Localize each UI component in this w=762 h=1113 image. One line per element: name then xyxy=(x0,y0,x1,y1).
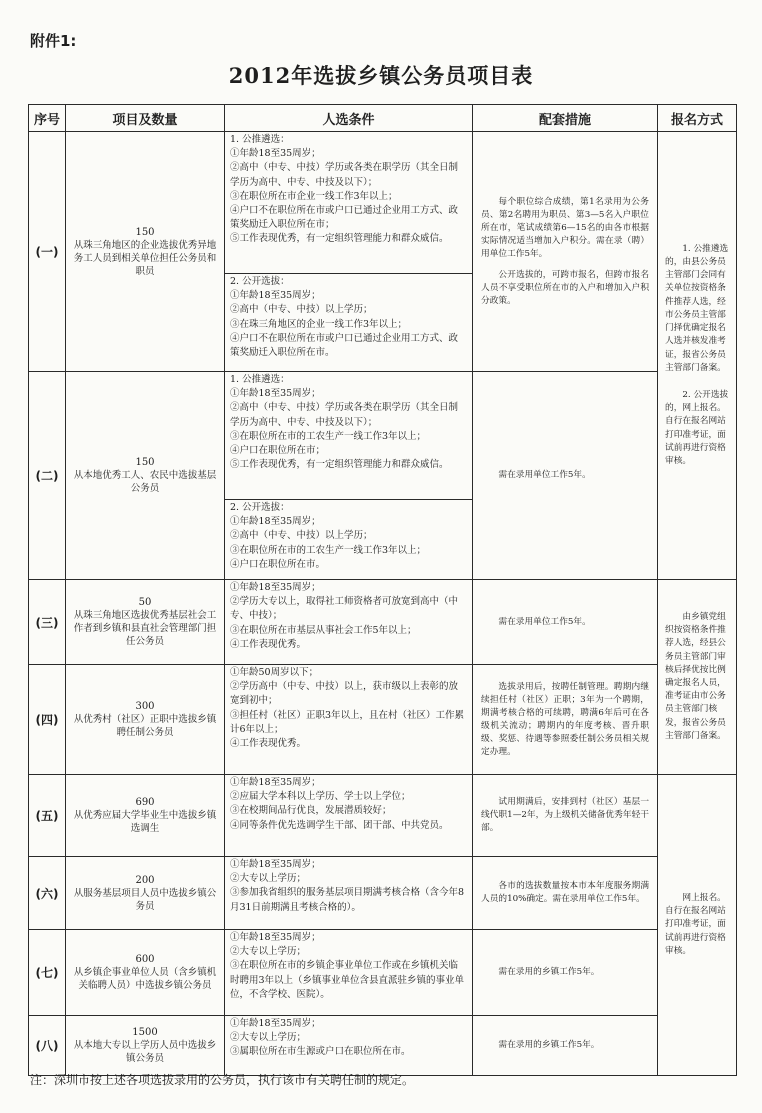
header-seq: 序号 xyxy=(29,105,66,132)
condition-line: ③在职位所在市基层从事社会工作5年以上； xyxy=(230,624,417,636)
conditions-cell xyxy=(225,857,473,930)
registration-cell xyxy=(658,580,737,775)
condition-line: ④户口不在职位所在市或户口已通过企业用工方式、政策奖励迁入职位所在市。 xyxy=(230,332,459,359)
project-desc: 从服务基层项目人员中选拔乡镇公务员 xyxy=(73,887,217,912)
conditions-cell xyxy=(225,930,473,1016)
condition-line: ④户口在职位所在市； xyxy=(230,445,326,457)
footnote: 注：深圳市按上述各项选拔录用的公务员，执行该市有关聘任制的规定。 xyxy=(30,1073,415,1087)
project-table xyxy=(28,104,737,1076)
conditions-cell xyxy=(225,500,473,580)
project-desc: 从珠三角地区的企业选拔优秀异地务工人员到相关单位担任公务员和职员 xyxy=(73,239,217,277)
condition-line: ①年龄18至35周岁； xyxy=(230,777,321,788)
condition-line: 2. 公开选拔： xyxy=(230,276,290,287)
row-project xyxy=(66,665,225,775)
row-project xyxy=(66,372,225,580)
project-count: 150 xyxy=(135,226,155,238)
row-project xyxy=(66,775,225,857)
row-seq: (一) xyxy=(29,132,66,372)
row-project xyxy=(66,1016,225,1076)
measures-cell xyxy=(473,372,658,580)
project-count: 600 xyxy=(135,954,155,965)
condition-line: 1. 公推遴选： xyxy=(230,134,290,145)
condition-line: ①年龄18至35周岁； xyxy=(230,148,321,160)
condition-line: ④户口不在职位所在市或户口已通过企业用工方式、政策奖励迁入职位所在市； xyxy=(230,205,459,231)
project-desc: 从优秀村（社区）正职中选拔乡镇聘任制公务员 xyxy=(73,714,217,738)
header-registration: 报名方式 xyxy=(658,105,737,132)
row-seq: (八) xyxy=(29,1016,66,1076)
row-project xyxy=(66,857,225,930)
conditions-cell xyxy=(225,775,473,857)
condition-line: ②应届大学本科以上学历、学士以上学位； xyxy=(230,791,411,803)
registration-cell xyxy=(658,132,737,580)
table-row xyxy=(29,665,737,775)
measures-cell xyxy=(473,930,658,1016)
condition-line: ②大专以上学历； xyxy=(230,1032,307,1044)
condition-line: ②高中（中专、中技）以上学历； xyxy=(230,530,373,542)
condition-line: ②大专以上学历； xyxy=(230,946,307,958)
condition-line: ③在校期间品行优良，发展潜质较好； xyxy=(230,805,392,817)
row-seq: (五) xyxy=(29,775,66,857)
table-row xyxy=(29,857,737,930)
table-row xyxy=(29,930,737,1016)
page-title: 2012年选拔乡镇公务员项目表 xyxy=(228,63,534,88)
project-desc: 从本地优秀工人、农民中选拔基层公务员 xyxy=(73,470,217,494)
measures-cell xyxy=(473,132,658,372)
measures-cell xyxy=(473,775,658,857)
project-desc: 从优秀应届大学毕业生中选拔乡镇选调生 xyxy=(73,810,217,834)
project-desc: 从乡镇企事业单位人员（含乡镇机关临聘人员）中选拔乡镇公务员 xyxy=(73,967,217,991)
row-seq: (三) xyxy=(29,580,66,665)
header-measures: 配套措施 xyxy=(473,105,658,132)
condition-line: ①年龄18至35周岁； xyxy=(230,859,321,870)
condition-line: ②高中（中专、中技）以上学历； xyxy=(230,304,373,316)
condition-line: ③在职位所在市的乡镇企事业单位工作或在乡镇机关临时聘用3年以上（乡镇事业单位含县直派驻乡镇的事业单位，不含学校、医院）。 xyxy=(230,960,465,1000)
measures-cell xyxy=(473,580,658,665)
measures-cell xyxy=(473,665,658,775)
condition-line: ③在职位所在市企业一线工作3年以上； xyxy=(230,190,398,202)
row-seq: (六) xyxy=(29,857,66,930)
condition-line: ①年龄18至35周岁； xyxy=(230,932,321,943)
condition-line: ①年龄18至35周岁； xyxy=(230,290,321,302)
measure-text: 各市的选拔数量按本市本年度服务期满人员的10%确定。需在录用单位工作5年。 xyxy=(481,881,649,904)
table-row xyxy=(29,1016,737,1076)
condition-line: ①年龄18至35周岁； xyxy=(230,388,321,400)
condition-line: ②高中（中专、中技）学历或各类在职学历（其全日制学历为高中、中专、中技及以下）； xyxy=(230,162,459,188)
conditions-cell xyxy=(225,580,473,665)
condition-line: ②学历大专以上，取得社工师资格者可放宽到高中（中专、中技）； xyxy=(230,596,459,622)
registration-text: 网上报名。自行在报名网站打印准考证，面试前再进行资格审核。 xyxy=(665,892,726,956)
condition-line: ④户口在职位所在市。 xyxy=(230,558,326,570)
row-seq: (四) xyxy=(29,665,66,775)
condition-line: ④同等条件优先选调学生干部、团干部、中共党员。 xyxy=(230,819,449,831)
condition-line: ③在职位所在市的工农生产一线工作3年以上； xyxy=(230,430,427,442)
conditions-cell xyxy=(225,665,473,775)
condition-line: ⑤工作表现优秀，有一定组织管理能力和群众威信。 xyxy=(230,459,449,471)
condition-line: ①年龄18至35周岁； xyxy=(230,1018,321,1029)
measure-text: 需在录用单位工作5年。 xyxy=(498,616,591,627)
row-project xyxy=(66,132,225,372)
measure-text: 需在录用的乡镇工作5年。 xyxy=(498,1040,600,1050)
row-project xyxy=(66,930,225,1016)
condition-line: ③参加我省组织的服务基层项目期满考核合格（含今年8月31日前期满且考核合格的）。 xyxy=(230,887,465,913)
row-seq: (二) xyxy=(29,372,66,580)
registration-text: 1. 公推遴选的，由县公务员主管部门会同有关单位按资格条件推荐人选，经市公务员主管部门择优确定报名人选并核发准考证，报省公务员主管部门备案。 xyxy=(665,243,729,373)
project-desc: 从本地大专以上学历人员中选拔乡镇公务员 xyxy=(73,1040,217,1064)
header-conditions: 人选条件 xyxy=(225,105,473,132)
condition-line: ④工作表现优秀。 xyxy=(230,638,307,650)
condition-line: ①年龄50周岁以下； xyxy=(230,667,319,678)
registration-text: 由乡镇党组织按资格条件推荐人选，经县公务员主管部门审核后择优按比例确定报名人员，准考证由市公务员主管部门核发，报省公务员主管部门备案。 xyxy=(665,611,726,741)
measures-cell xyxy=(473,857,658,930)
measure-text: 选拔录用后，按聘任制管理。聘期内继续担任村（社区）正职；3年为一个聘期，期满考核合格的可续聘，聘满6年后可在各级机关流动；聘期内的年度考核、晋升职级、奖惩、待遇等参照委任制公务员相关规定办理。 xyxy=(481,681,649,757)
condition-line: ⑤工作表现优秀，有一定组织管理能力和群众威信。 xyxy=(230,233,449,245)
condition-line: ②学历高中（中专、中技）以上，获市级以上表彰的放宽到初中； xyxy=(230,681,459,707)
registration-text: 2. 公开选拔的，网上报名。自行在报名网站打印准考证，面试前再进行资格审核。 xyxy=(665,389,729,466)
row-project xyxy=(66,580,225,665)
table-row xyxy=(29,372,737,500)
condition-line: ③担任村（社区）正职3年以上，且在村（社区）工作累计6年以上； xyxy=(230,709,465,735)
measure-text: 公开选拔的，可跨市报名，但跨市报名人员不享受职位所在市的入户和增加入户积分政策。 xyxy=(481,269,649,306)
header-project: 项目及数量 xyxy=(66,105,225,132)
project-count: 690 xyxy=(135,797,155,808)
project-count: 300 xyxy=(135,701,155,712)
header-row xyxy=(29,105,737,132)
table-row xyxy=(29,580,737,665)
project-count: 1500 xyxy=(132,1027,158,1038)
measure-text: 试用期满后，安排到村（社区）基层一线代职1—2年，为上级机关储备优秀年轻干部。 xyxy=(481,797,649,833)
condition-line: ③属职位所在市生源或户口在职位所在市。 xyxy=(230,1046,411,1058)
condition-line: ②高中（中专、中技）学历或各类在职学历（其全日制学历为高中、中专、中技及以下）； xyxy=(230,402,459,428)
row-seq: (七) xyxy=(29,930,66,1016)
condition-line: ①年龄18至35周岁； xyxy=(230,582,321,593)
condition-line: ④工作表现优秀。 xyxy=(230,738,307,750)
measure-text: 每个职位综合成绩，第1名录用为公务员、第2名聘用为职员、第3—5名入户职位所在市，笔试成绩第6—15名的由各市根据实际情况适当增加入户积分。需在录（聘）用单位工作5年。 xyxy=(481,196,649,259)
measure-text: 需在录用单位工作5年。 xyxy=(498,470,591,480)
table-row xyxy=(29,132,737,274)
condition-line: ③在职位所在市的工农生产一线工作3年以上； xyxy=(230,544,427,556)
conditions-cell xyxy=(225,372,473,500)
measure-text: 需在录用的乡镇工作5年。 xyxy=(498,967,600,977)
measures-cell xyxy=(473,1016,658,1076)
table-row xyxy=(29,775,737,857)
conditions-cell xyxy=(225,132,473,274)
project-count: 50 xyxy=(138,597,152,608)
conditions-cell xyxy=(225,1016,473,1076)
attachment-label: 附件1: xyxy=(30,32,77,50)
conditions-cell xyxy=(225,274,473,372)
registration-cell xyxy=(658,775,737,1076)
condition-line: ①年龄18至35周岁； xyxy=(230,516,321,528)
condition-line: ③在珠三角地区的企业一线工作3年以上； xyxy=(230,318,408,330)
project-count: 150 xyxy=(135,457,155,468)
project-desc: 从珠三角地区选拔优秀基层社会工作者到乡镇和县直社会管理部门担任公务员 xyxy=(73,610,217,647)
condition-line: ②大专以上学历； xyxy=(230,873,307,885)
condition-line: 1. 公推遴选： xyxy=(230,374,290,385)
condition-line: 2. 公开选拔： xyxy=(230,502,290,513)
project-count: 200 xyxy=(135,874,155,886)
